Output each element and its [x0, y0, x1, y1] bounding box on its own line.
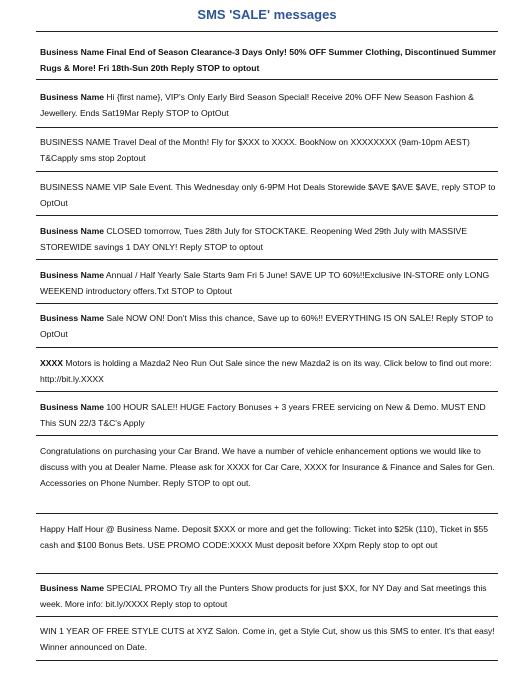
message-bold: Business Name [40, 583, 105, 593]
divider [36, 616, 498, 617]
divider [36, 259, 498, 260]
message-10 [40, 443, 498, 491]
message-text: Happy Half Hour @ Business Name. Deposit $XXX or more and get the following: Ticket into $25k (110), Ticket in $55 cash and $100 Bonus Bets. USE PROMO CODE:XXXX Must deposit before XXpm Reply stop to opt out [40, 524, 489, 550]
divider [36, 215, 498, 216]
message-8 [40, 355, 498, 387]
message-9 [40, 399, 498, 431]
divider [36, 660, 498, 661]
divider [36, 347, 498, 348]
message-12 [40, 580, 498, 612]
message-text: BUSINESS NAME VIP Sale Event. This Wednesday only 6-9PM Hot Deals Storewide $AVE $AVE $AVE, reply STOP to OptOut [40, 182, 496, 208]
divider [36, 31, 498, 32]
message-7 [40, 310, 498, 342]
message-3 [40, 134, 498, 166]
message-bold: Business Name [40, 270, 105, 280]
message-text: Hi {first name}, VIP's Only Early Bird Season Special! Receive 20% OFF New Season Fashion & Jewellery. Ends Sat19Mar Reply STOP to OptOut [40, 92, 474, 118]
message-bold: Business Name [40, 402, 105, 412]
page-title: SMS 'SALE' messages [197, 7, 337, 22]
message-text: SPECIAL PROMO Try all the Punters Show products for just $XX, for NY Day and Sat meetings this week. More info: bit.ly/XXXX Reply stop to optout [40, 583, 487, 609]
message-text: 100 HOUR SALE!! HUGE Factory Bonuses + 3 years FREE servicing on New & Demo. MUST END This SUN 22/3 T&C's Apply [40, 402, 486, 428]
message-5 [40, 223, 498, 255]
message-4 [40, 179, 498, 211]
message-6 [40, 267, 498, 299]
message-1 [40, 44, 498, 76]
divider [36, 391, 498, 392]
message-text: Annual / Half Yearly Sale Starts 9am Fri 5 June! SAVE UP TO 60%!!Exclusive IN-STORE only LONG WEEKEND introductory offers.Txt STOP to Optout [40, 270, 490, 296]
message-text: WIN 1 YEAR OF FREE STYLE CUTS at XYZ Salon. Come in, get a Style Cut, show us this SMS to enter. It's that easy! Winner announced on Date. [40, 626, 495, 652]
message-text: Sale NOW ON! Don't Miss this chance, Save up to 60%!! EVERYTHING IS ON SALE! Reply STOP to OptOut [40, 313, 493, 339]
message-2 [40, 89, 498, 121]
divider [36, 513, 498, 514]
message-text: Motors is holding a Mazda2 Neo Run Out Sale since the new Mazda2 is on its way. Click below to find out more: http://bit.ly.XXXX [40, 358, 492, 384]
message-bold: Business Name [40, 226, 105, 236]
message-bold: XXXX [40, 358, 63, 368]
message-bold: Business Name Final End of Season Clearance-3 Days Only! 50% OFF Summer Clothing, Discontinued Summer Rugs & More! Fri 18th-Sun 20th Reply STOP to optout [40, 47, 497, 73]
message-text: Congratulations on purchasing your Car Brand. We have a number of vehicle enhancement options we would like to discuss with you at Dealer Name. Please ask for XXXX for Car Care, XXXX for Insurance & Finance and Sales for Gen. Accessories on Phone Number. Reply STOP to opt out. [40, 446, 495, 488]
message-text: CLOSED tomorrow, Tues 28th July for STOCKTAKE. Reopening Wed 29th July with MASSIVE STOREWIDE savings 1 DAY ONLY! Reply STOP to optout [40, 226, 468, 252]
divider [36, 303, 498, 304]
message-13 [40, 623, 498, 655]
message-11 [40, 521, 498, 553]
divider [36, 79, 498, 80]
divider [36, 435, 498, 436]
divider [36, 127, 498, 128]
divider [36, 573, 498, 574]
message-bold: Business Name [40, 313, 105, 323]
message-text: BUSINESS NAME Travel Deal of the Month! Fly for $XXX to XXXX. BookNow on XXXXXXXX (9am-10pm AEST) T&Capply sms stop 2optout [40, 137, 470, 163]
divider [36, 171, 498, 172]
message-bold: Business Name [40, 92, 105, 102]
